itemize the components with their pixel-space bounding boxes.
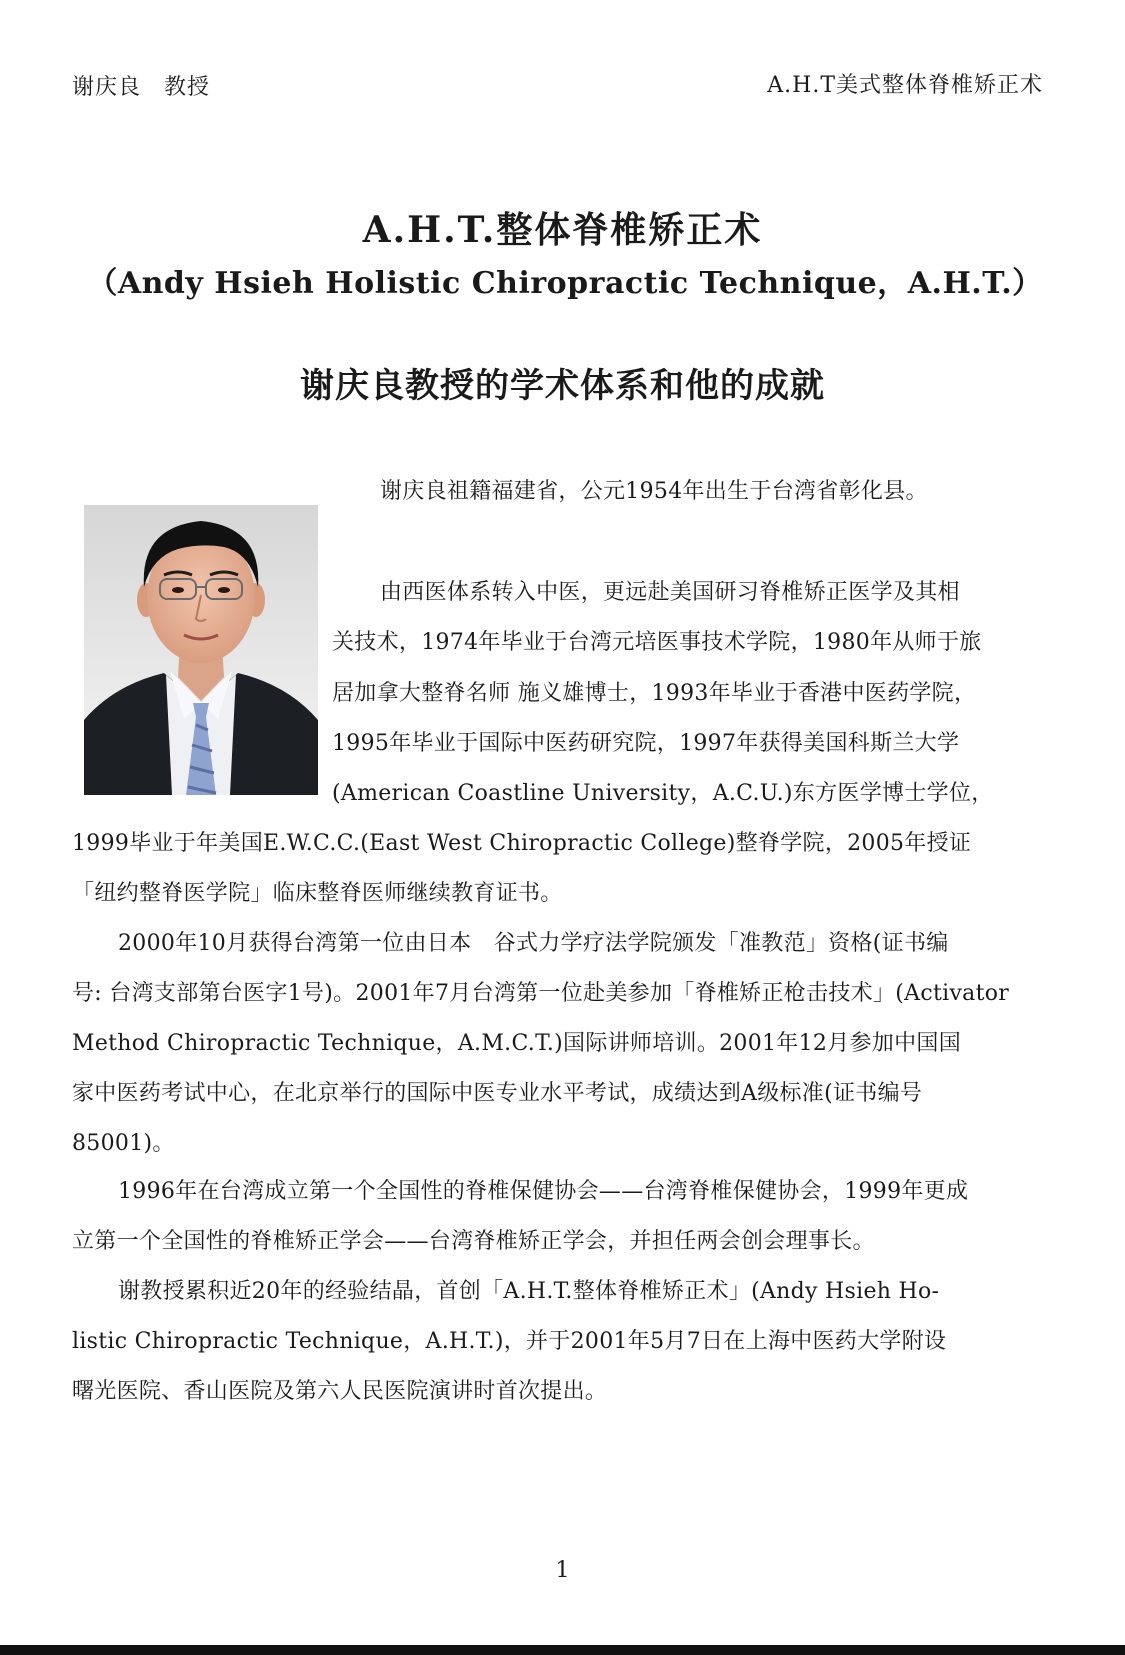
paragraph-2-line: 由西医体系转入中医，更远赴美国研习脊椎矫正医学及其相 xyxy=(380,580,960,605)
paragraph-2-line: 居加拿大整脊名师 施义雄博士，1993年毕业于香港中医药学院， xyxy=(332,681,977,706)
paragraph-2-line: 关技术，1974年毕业于台湾元培医事技术学院，1980年从师于旅 xyxy=(332,630,982,655)
portrait-photo xyxy=(84,505,318,795)
paragraph-3-line: 2000年10月获得台湾第一位由日本 谷式力学疗法学院颁发「准教范」资格(证书编 xyxy=(118,931,949,956)
paragraph-3-line: Method Chiropractic Technique，A.M.C.T.)国际讲师培训。2001年12月参加中国国 xyxy=(72,1031,961,1056)
paragraph-3-line: 号: 台湾支部第台医字1号)。2001年7月台湾第一位赴美参加「脊椎矫正枪击技术」(Activator xyxy=(72,981,1010,1006)
paragraph-4-line: 立第一个全国性的脊椎矫正学会——台湾脊椎矫正学会，并担任两会创会理事长。 xyxy=(72,1229,875,1254)
document-subtitle: （Andy Hsieh Holistic Chiropractic Technique，A.H.T.） xyxy=(87,266,1043,301)
paragraph-2-line: 「纽约整脊医学院」临床整脊医师继续教育证书。 xyxy=(72,881,563,906)
paragraph-5-line: listic Chiropractic Technique，A.H.T.)，并于2001年5月7日在上海中医药大学附设 xyxy=(72,1329,947,1354)
paragraph-4-line: 1996年在台湾成立第一个全国性的脊椎保健协会——台湾脊椎保健协会，1999年更成 xyxy=(118,1179,969,1204)
running-header-title: A.H.T美式整体脊椎矫正术 xyxy=(767,73,1043,98)
page-number: 1 xyxy=(555,1558,570,1583)
paragraph-2-line: (American Coastline University，A.C.U.)东方医学博士学位， xyxy=(332,781,994,806)
paragraph-3-line: 85001)。 xyxy=(72,1131,175,1156)
paragraph-2-line: 1995年毕业于国际中医药研究院，1997年获得美国科斯兰大学 xyxy=(332,731,960,756)
paragraph-2-line: 1999毕业于年美国E.W.C.C.(East West Chiropractic College)整脊学院，2005年授证 xyxy=(72,831,972,856)
paragraph-3-line: 家中医药考试中心，在北京举行的国际中医专业水平考试，成绩达到A级标准(证书编号 xyxy=(72,1081,923,1106)
document-title: A.H.T.整体脊椎矫正术 xyxy=(362,209,763,251)
section-heading: 谢庆良教授的学术体系和他的成就 xyxy=(300,366,825,406)
paragraph-1: 谢庆良祖籍福建省，公元1954年出生于台湾省彰化县。 xyxy=(380,479,928,504)
scan-edge-bar xyxy=(0,1645,1125,1655)
paragraph-5-line: 谢教授累积近20年的经验结晶，首创「A.H.T.整体脊椎矫正术」(Andy Hsieh Ho- xyxy=(118,1279,940,1304)
paragraph-5-line: 曙光医院、香山医院及第六人民医院演讲时首次提出。 xyxy=(72,1379,608,1404)
running-header-author: 谢庆良 教授 xyxy=(72,75,211,100)
